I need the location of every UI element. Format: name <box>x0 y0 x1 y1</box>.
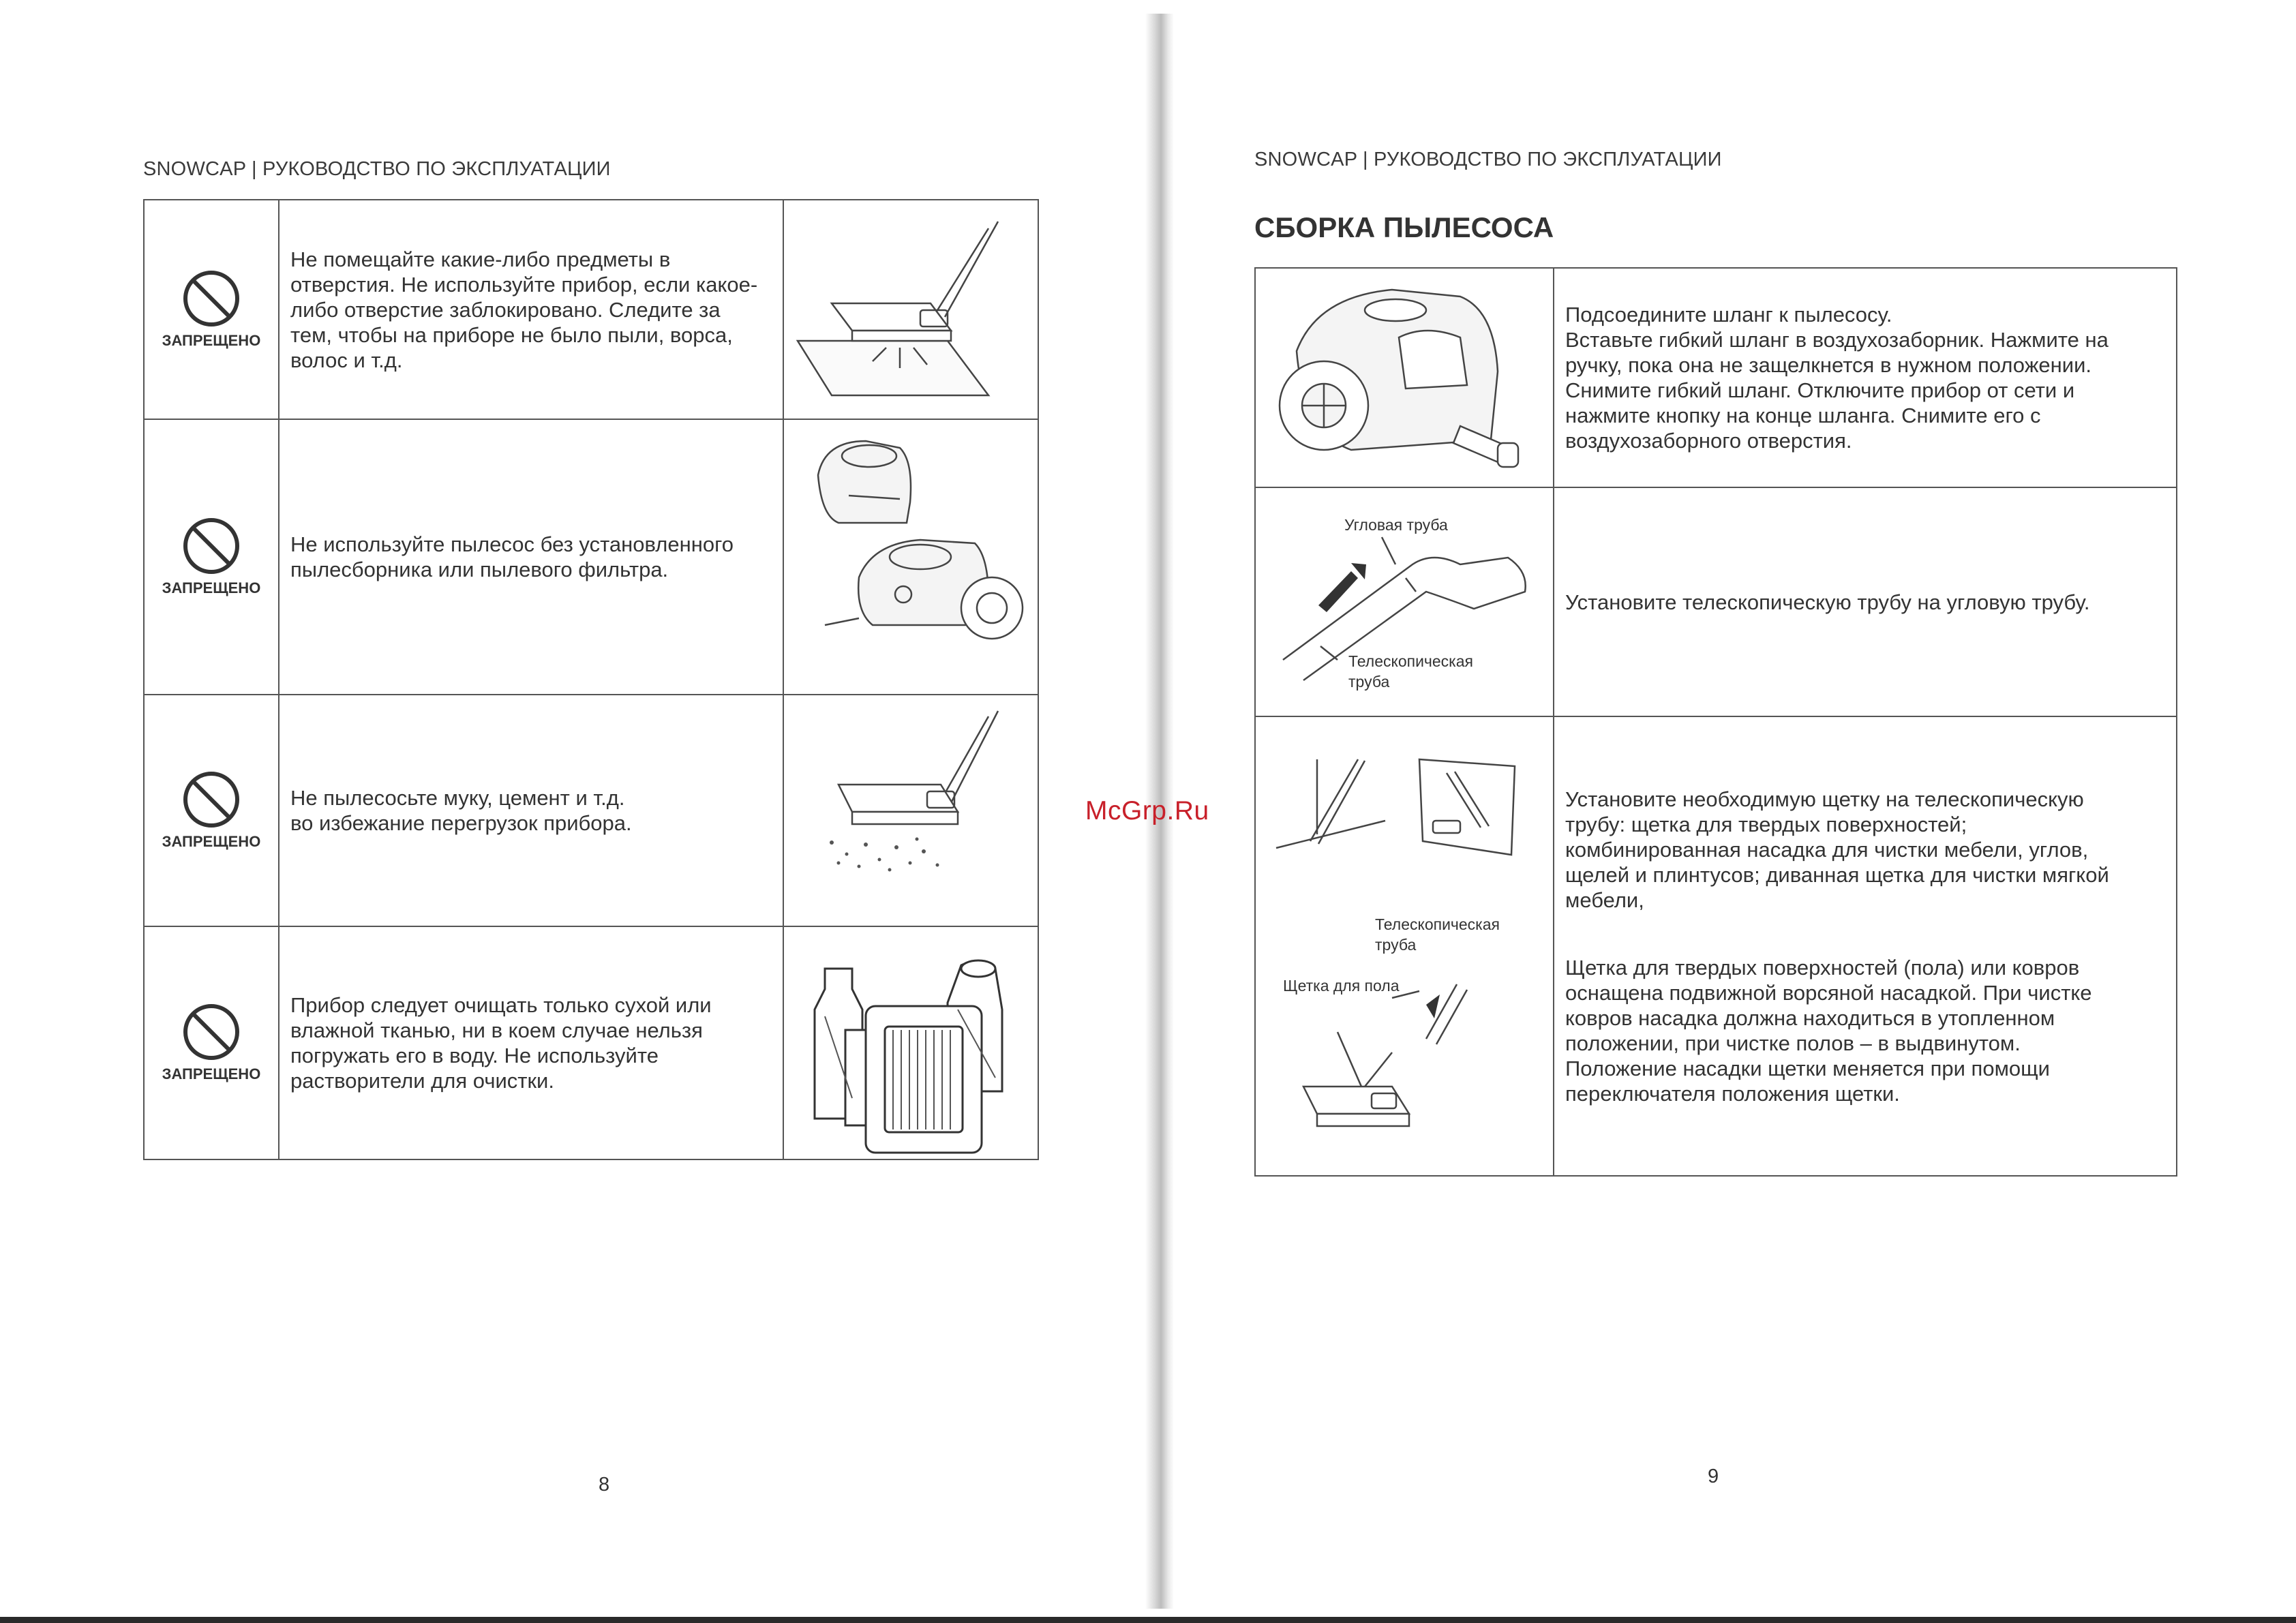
warning-text: Не пылесосьте муку, цемент и т.д. во избежание перегрузок прибора. <box>290 786 632 835</box>
prohibited-icon <box>182 517 241 575</box>
warning-cell <box>144 419 279 695</box>
page-number: 9 <box>1708 1466 1719 1487</box>
page-number: 8 <box>599 1474 610 1496</box>
assembly-step-row <box>1255 716 2177 1176</box>
illustration-cell <box>783 419 1038 695</box>
floor-nozzle-opening-illustration <box>784 201 1036 418</box>
warning-row <box>144 200 1038 419</box>
telescopic-pipe-label: Телескопическая труба <box>1375 915 1500 954</box>
solvent-bottles-filter-illustration <box>784 928 1036 1158</box>
running-header: SNOWCAP | РУКОВОДСТВО ПО ЭКСПЛУАТАЦИИ <box>1254 149 1722 170</box>
watermark: McGrp.Ru <box>1085 796 1209 825</box>
running-header: SNOWCAP | РУКОВОДСТВО ПО ЭКСПЛУАТАЦИИ <box>143 158 611 180</box>
vacuum-without-dust-container-illustration <box>784 421 1036 693</box>
attach-telescopic-pipe-illustration <box>1256 489 1552 714</box>
illustration-cell <box>1255 716 1554 1176</box>
warning-text-cell <box>279 695 783 926</box>
assembly-step-row <box>1255 487 2177 716</box>
warning-row <box>144 419 1038 695</box>
prohibited-label: ЗАПРЕЩЕНО <box>162 579 261 596</box>
warning-row <box>144 695 1038 926</box>
attach-brushes-illustration <box>1256 718 1552 1174</box>
step-text-cell <box>1554 716 2177 1176</box>
warning-cell <box>144 695 279 926</box>
floor-brush-label: Щетка для пола <box>1283 977 1400 995</box>
section-title: СБОРКА ПЫЛЕСОСА <box>1254 211 1554 243</box>
prohibited-label: ЗАПРЕЩЕНО <box>162 1065 261 1082</box>
prohibited-icon <box>182 269 241 328</box>
prohibited-label: ЗАПРЕЩЕНО <box>162 332 261 349</box>
prohibited-icon <box>182 770 241 829</box>
angle-pipe-label: Угловая труба <box>1344 516 1448 534</box>
scan-bottom-edge <box>0 1617 2296 1623</box>
warning-cell <box>144 926 279 1159</box>
telescopic-pipe-label: Телескопическая труба <box>1348 652 1474 691</box>
assembly-steps-table <box>1254 267 2177 1177</box>
illustration-cell <box>783 200 1038 419</box>
warning-text-cell <box>279 200 783 419</box>
step-text-cell <box>1554 487 2177 716</box>
warning-text: Прибор следует очищать только сухой или влажной тканью, ни в коем случае нельзя погружать его в воду. Не используйте растворители для очистки. <box>290 993 712 1093</box>
floor-nozzle-debris-illustration <box>784 696 1036 925</box>
vacuum-hose-connection-illustration <box>1256 269 1552 486</box>
step-text: Подсоедините шланг к пылесосу. Вставьте гибкий шланг в воздухозаборник. Нажмите на ручку, пока она не защелкнется в нужном положении. Снимите гибкий шланг. Отключите прибор от сети и нажмите кнопку на конце шланга. Снимите его с воздухозаборного отверстия. <box>1565 303 2109 453</box>
warning-text-cell <box>279 926 783 1159</box>
warning-text-cell <box>279 419 783 695</box>
warning-text: Не помещайте какие-либо предметы в отверстия. Не используйте прибор, если какое- либо отверстие заблокировано. Следите за тем, чтобы на приборе не было пыли, ворса, волос и т.д. <box>290 247 758 372</box>
step-text: Установите необходимую щетку на телескопическую трубу: щетка для твердых поверхностей; комбинированная насадка для чистки мебели, углов, щелей и плинтусов; диванная щетка для чистки мягкой мебели, <box>1565 787 2109 912</box>
step-text: Установите телескопическую трубу на угловую трубу. <box>1565 590 2090 614</box>
illustration-cell <box>783 926 1038 1159</box>
illustration-cell <box>1255 487 1554 716</box>
assembly-step-row <box>1255 268 2177 487</box>
warning-text: Не используйте пылесос без установленного пылесборника или пылевого фильтра. <box>290 532 734 581</box>
step-text-brush-note: Щетка для твердых поверхностей (пола) или ковров оснащена подвижной ворсяной насадкой. При чистке ковров насадка должна находиться в утопленном положении, при чистке полов – в выдвинутом. Положение насадки щетки меняется при помощи переключателя положения щетки. <box>1565 955 2092 1106</box>
prohibited-label: ЗАПРЕЩЕНО <box>162 833 261 850</box>
warning-row <box>144 926 1038 1159</box>
warning-cell <box>144 200 279 419</box>
safety-warnings-table <box>143 199 1039 1160</box>
illustration-cell <box>1255 268 1554 487</box>
page-8 <box>0 0 1132 1568</box>
prohibited-icon <box>182 1003 241 1061</box>
page-9 <box>1186 0 2296 1568</box>
illustration-cell <box>783 695 1038 926</box>
step-text-cell <box>1554 268 2177 487</box>
